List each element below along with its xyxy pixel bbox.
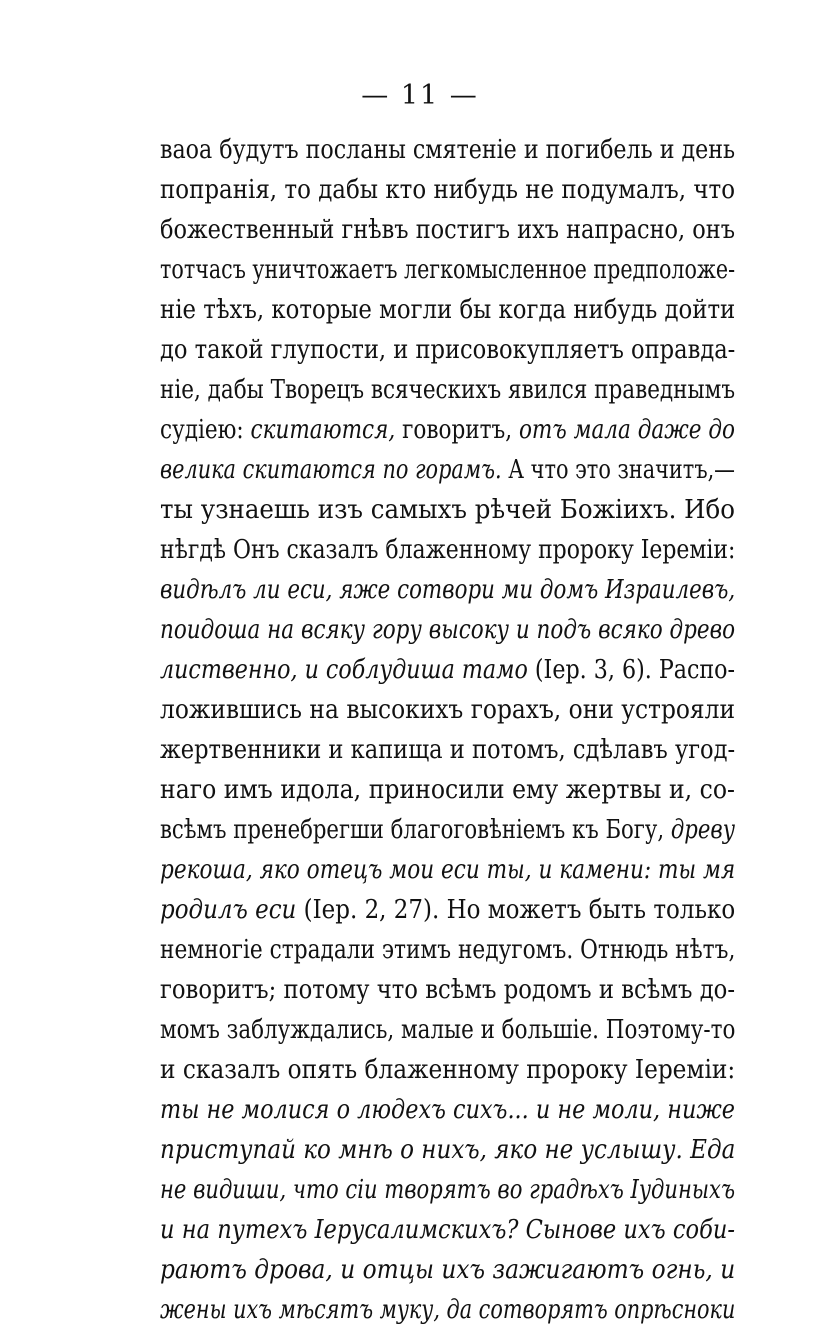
text-segment: ложившись на высокихъ горахъ, они устрояли (160, 695, 735, 725)
italic-quote-segment: и на путехъ Іерусалимскихъ? Сынове ихъ соби- (160, 1215, 735, 1245)
text-segment: судіею: (160, 415, 251, 445)
text-line (160, 650, 735, 690)
text-line (160, 970, 735, 1010)
text-line (160, 1050, 735, 1090)
italic-quote-segment: не видиши, что сіи творятъ во градѣхъ Іудиныхъ (160, 1175, 735, 1205)
text-line (160, 770, 735, 810)
text-segment: немногіе страдали этимъ недугомъ. Отнюдь нѣтъ, (160, 935, 735, 965)
text-line (160, 570, 735, 610)
italic-quote-segment: лиственно, и соблудиша тамо (160, 655, 528, 685)
text-segment: и сказалъ опять блаженному пророку Іереміи: (160, 1055, 735, 1085)
text-segment: ніе тѣхъ, которые могли бы когда нибудь дойти (160, 295, 735, 325)
text-line (160, 210, 735, 250)
italic-quote-segment: рекоша, яко отецъ мои еси ты, и камени: ты мя (160, 855, 735, 885)
text-segment: ніе, дабы Творецъ всяческихъ явился праведнымъ (160, 375, 735, 405)
text-segment: тотчасъ уничтожаетъ легкомысленное предположе- (160, 255, 735, 285)
italic-quote-segment: отъ мала даже до (518, 415, 735, 445)
text-segment: наго имъ идола, приносили ему жертвы и, со- (160, 775, 735, 805)
text-line (160, 890, 735, 930)
italic-quote-segment: древу (670, 815, 735, 845)
text-line (160, 410, 735, 450)
text-line (160, 1290, 735, 1330)
italic-quote-segment: велика скитаются по горамъ. (160, 455, 502, 485)
text-segment: говоритъ; потому что всѣмъ родомъ и всѣмъ до- (160, 975, 735, 1005)
text-segment: жертвенники и капища и потомъ, сдѣлавъ угод- (160, 735, 735, 765)
text-line (160, 810, 735, 850)
body-text (160, 130, 735, 1330)
page-number: — 11 — (361, 80, 479, 111)
text-segment: до такой глупости, и присовокупляетъ оправда- (160, 335, 735, 365)
text-line (160, 250, 735, 290)
text-segment: А что это значитъ,— (501, 455, 735, 485)
text-line (160, 330, 735, 370)
text-line (160, 690, 735, 730)
text-segment: всѣмъ пренебрегши благоговѣніемъ къ Богу, (160, 815, 671, 845)
italic-quote-segment: поидоша на всяку гору высоку и подъ всяко древо (160, 615, 735, 645)
text-segment: (Іер. 2, 27). Но можетъ быть только (296, 895, 735, 925)
text-segment: ты узнаешь изъ самыхъ рѣчей Божіихъ. Ибо (160, 495, 735, 525)
text-line (160, 490, 735, 530)
text-line (160, 930, 735, 970)
italic-quote-segment: видѣлъ ли еси, яже сотвори ми домъ Израилевъ, (160, 575, 735, 605)
text-segment: попранія, то дабы кто нибудь не подумалъ, что (160, 175, 735, 205)
text-line (160, 730, 735, 770)
italic-quote-segment: приступай ко мнѣ о нихъ, яко не услышу. Еда (160, 1135, 735, 1165)
text-line (160, 170, 735, 210)
text-line (160, 850, 735, 890)
text-segment: момъ заблуждались, малые и большіе. Поэтому-то (160, 1015, 735, 1045)
text-segment: божественный гнѣвъ постигъ ихъ напрасно, онъ (160, 215, 735, 245)
text-line (160, 1170, 735, 1210)
text-line (160, 1210, 735, 1250)
text-line (160, 450, 735, 490)
text-line (160, 1130, 735, 1170)
text-line (160, 530, 735, 570)
text-line (160, 290, 735, 330)
text-line (160, 610, 735, 650)
text-segment: (Іер. 3, 6). Распо- (527, 655, 735, 685)
text-line (160, 1090, 735, 1130)
text-line (160, 1250, 735, 1290)
text-line (160, 370, 735, 410)
italic-quote-segment: раютъ дрова, и отцы ихъ зажигаютъ огнь, и (160, 1255, 735, 1285)
text-line (160, 1010, 735, 1050)
italic-quote-segment: ты не молися о людехъ сихъ... и не моли, ниже (160, 1095, 735, 1125)
text-line (160, 130, 735, 170)
italic-quote-segment: родилъ еси (160, 895, 297, 925)
text-segment: нѣгдѣ Онъ сказалъ блаженному пророку Іереміи: (160, 535, 735, 565)
italic-quote-segment: скитаются, (250, 415, 396, 445)
text-segment: говоритъ, (395, 415, 519, 445)
text-segment: ваоа будутъ посланы смятеніе и погибель и день (160, 135, 735, 165)
italic-quote-segment: жены ихъ мѣсятъ муку, да сотворятъ опрѣсноки (160, 1295, 735, 1325)
